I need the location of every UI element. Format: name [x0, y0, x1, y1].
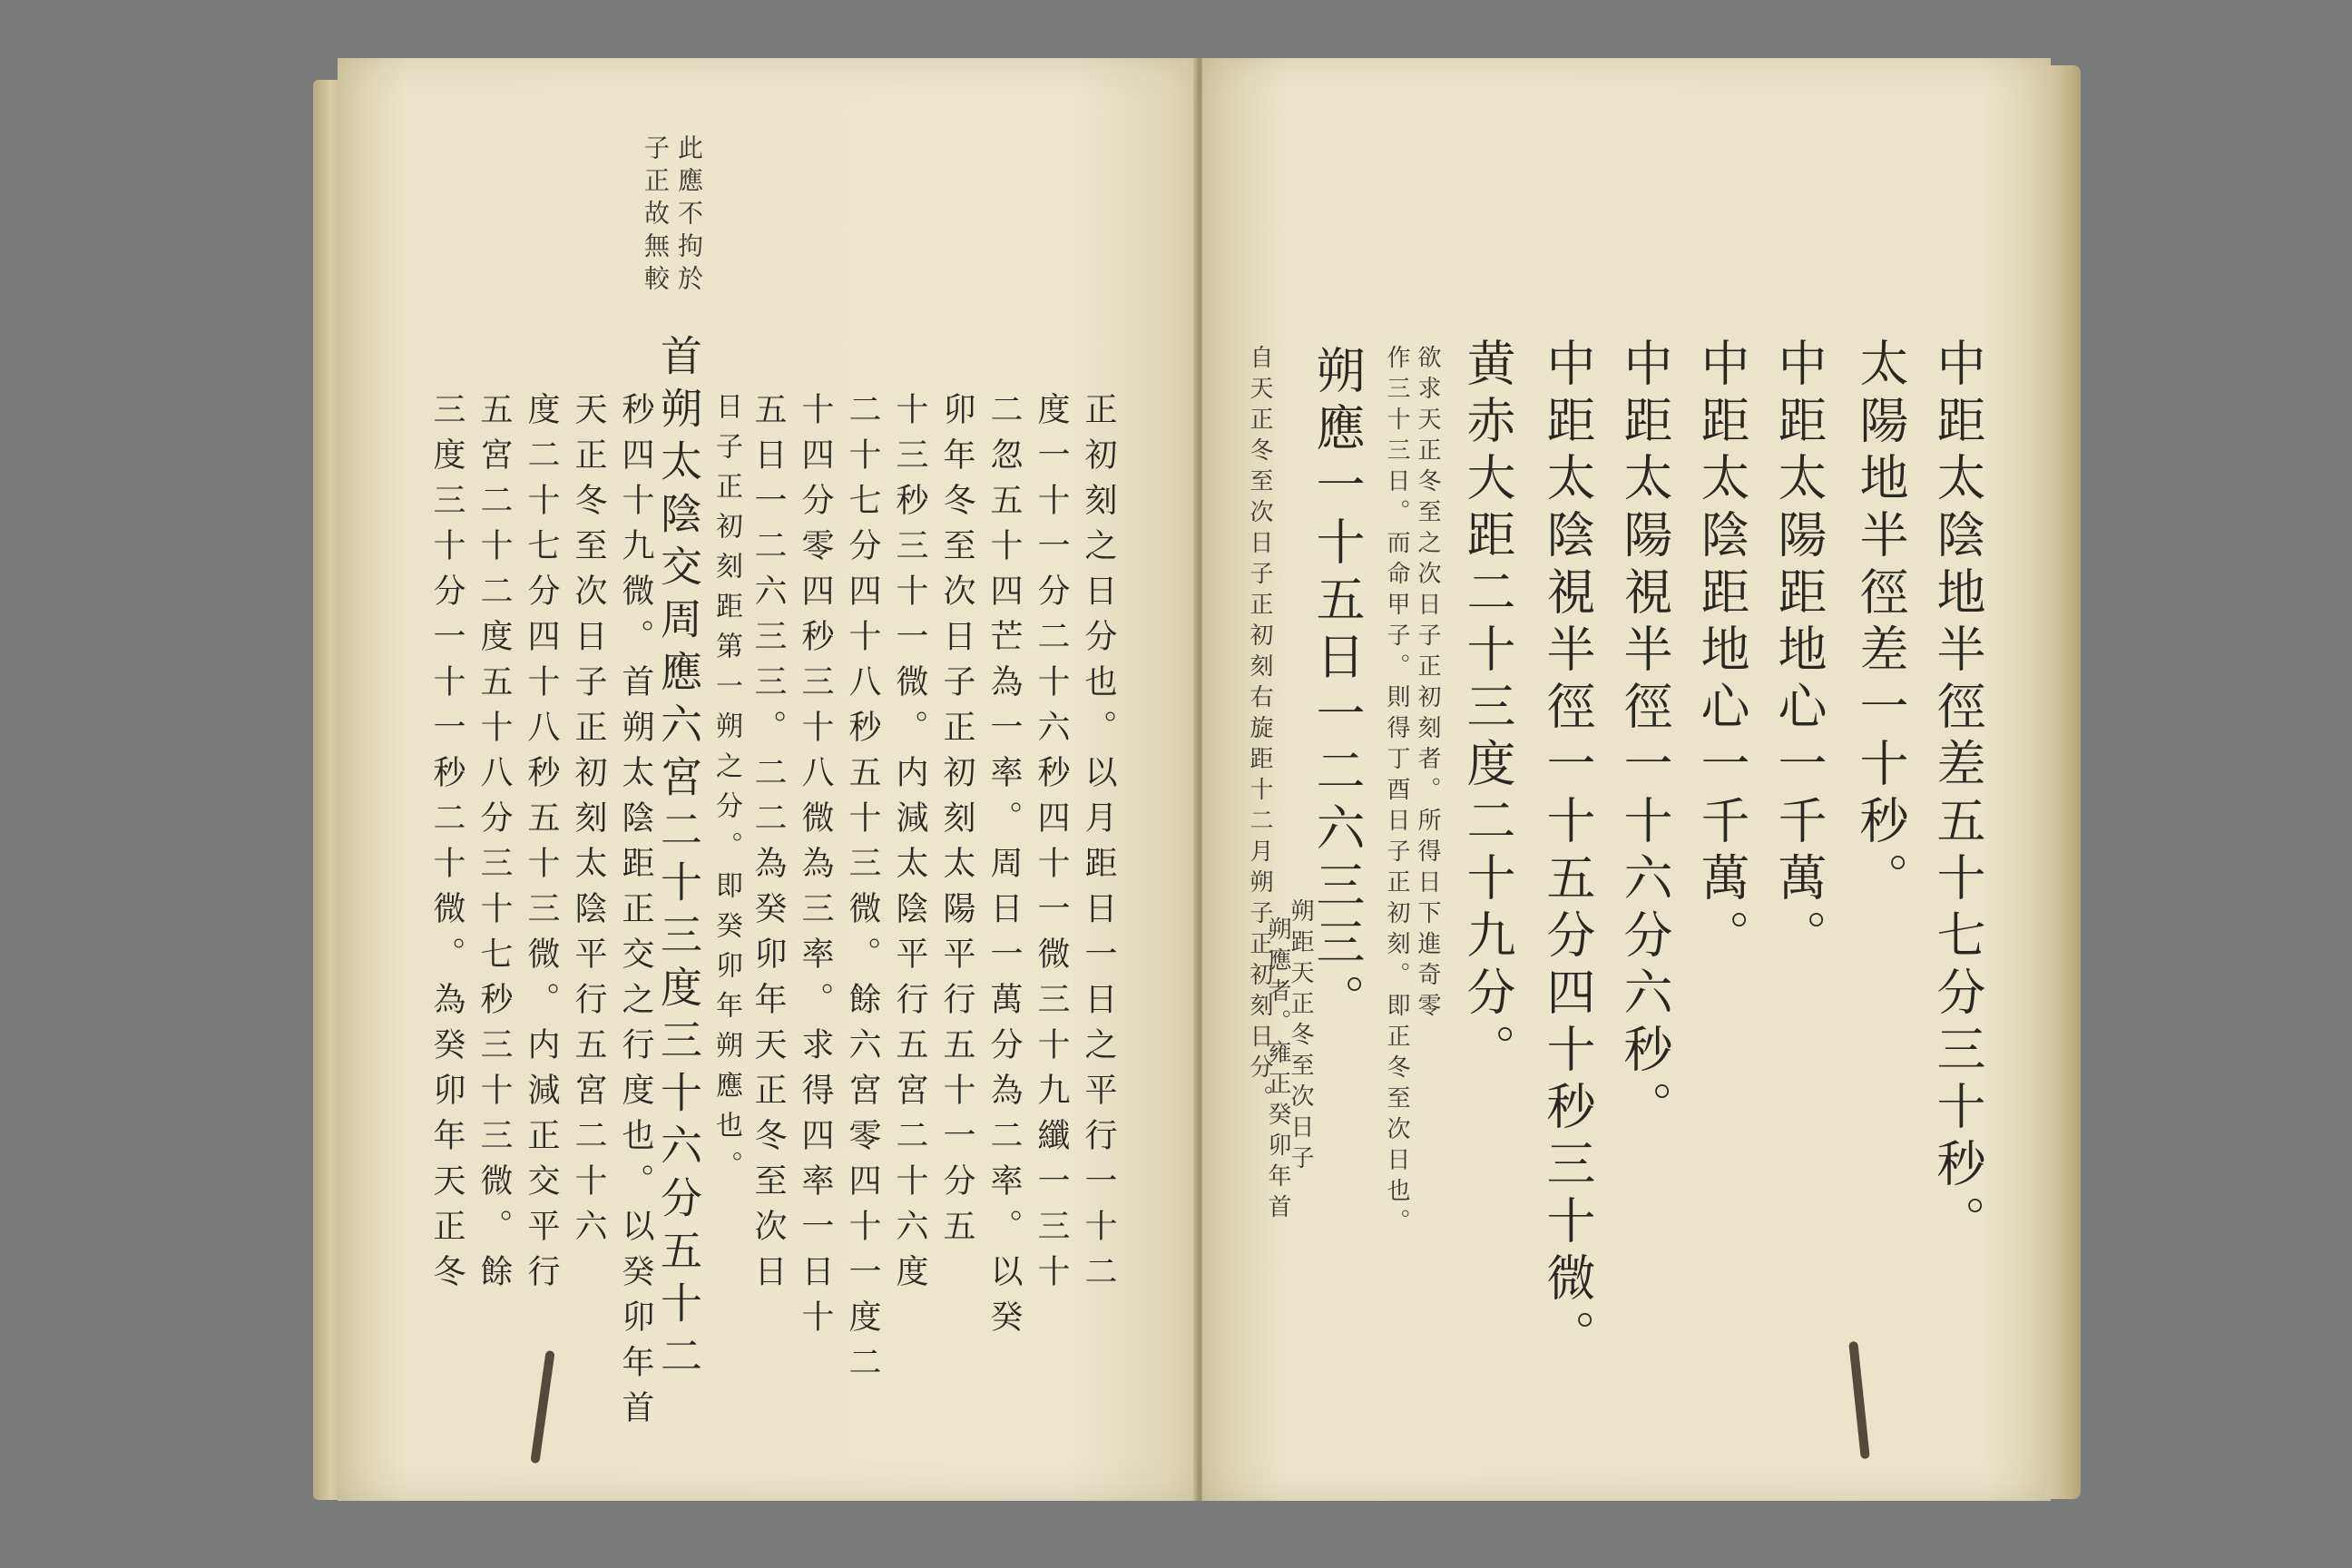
right-col-1: 中距太陰地半徑差五十七分三十秒。 — [1929, 338, 1986, 1252]
right-col-5: 中距太陽視半徑一十六分六秒。 — [1616, 338, 1673, 1138]
left-col-9: 日子正初刻距第一朔之分。即癸卯年朔應也。 — [710, 392, 742, 1191]
left-col-4: 卯年冬至次日子正初刻太陽平行五十一分五 — [938, 392, 975, 1254]
right-col-7: 黄赤大距二十三度二十九分。 — [1459, 338, 1516, 1081]
right-note-3: 朔距天正冬至次日子 — [1287, 898, 1314, 1176]
left-col-1: 正初刻之日分也。以月距日一日之平行一十二 — [1080, 392, 1117, 1299]
left-block-col-5: 三度三十分一十一秒二十微。為癸卯年天正冬 — [428, 392, 466, 1299]
right-note-5: 自天正冬至次日子正初刻右旋距十二月朔子正初刻日分。 — [1246, 345, 1273, 1116]
left-col-6: 二十七分四十八秒五十三微。餘六宮零四十一度二 — [844, 392, 881, 1390]
right-note-1: 欲求天正冬至之次日子正初刻者。所得日下進奇零 — [1414, 345, 1441, 1024]
left-block-col-3: 度二十七分四十八秒五十三微。内減正交平行 — [523, 392, 560, 1299]
right-col-6: 中距太陰視半徑一十五分四十秒三十微。 — [1539, 338, 1596, 1367]
left-block-col-1: 秒四十九微。首朔太陰距正交之行度也。以癸卯年首 — [617, 392, 654, 1436]
left-col-8: 五日一二六三三。二二為癸卯年天正冬至次日 — [750, 392, 787, 1299]
right-page-edge — [2046, 65, 2081, 1499]
right-col-4: 中距太陰距地心一千萬。 — [1693, 338, 1750, 966]
right-note-4: 朔應者。雍正癸卯年首 — [1264, 916, 1291, 1225]
right-col-2: 太陽地半徑差一十秒。 — [1852, 338, 1909, 909]
left-block-col-4: 五宮二十二度五十八分三十七秒三十三微。餘 — [475, 392, 513, 1299]
right-col-8: 朔應一十五日一二六三三。 — [1308, 345, 1366, 1031]
left-main-column: 首朔太陰交周應六宮二十三度三十六分五十二 — [654, 334, 703, 1387]
left-header-note-1: 此應不拘於 — [674, 134, 704, 298]
left-col-5: 十三秒三十一微。内減太陰平行五宮二十六度 — [891, 392, 928, 1299]
left-col-2: 度一十一分二十六秒四十一微三十九纖一三十 — [1033, 392, 1070, 1299]
left-block-col-2: 天正冬至次日子正初刻太陰平行五宮二十六 — [570, 392, 607, 1254]
right-col-3: 中距太陽距地心一千萬。 — [1770, 338, 1828, 966]
left-header-note-2: 子正故無較 — [641, 134, 671, 298]
left-col-7: 十四分零四秒三十八微為三率。求得四率一日十 — [797, 392, 834, 1345]
right-note-2: 作三十三日。而命甲子。則得丁酉日子正初刻。即正冬至次日也。 — [1383, 345, 1410, 1240]
left-col-3: 二忽五十四芒為一率。周日一萬分為二率。以癸 — [985, 392, 1023, 1345]
